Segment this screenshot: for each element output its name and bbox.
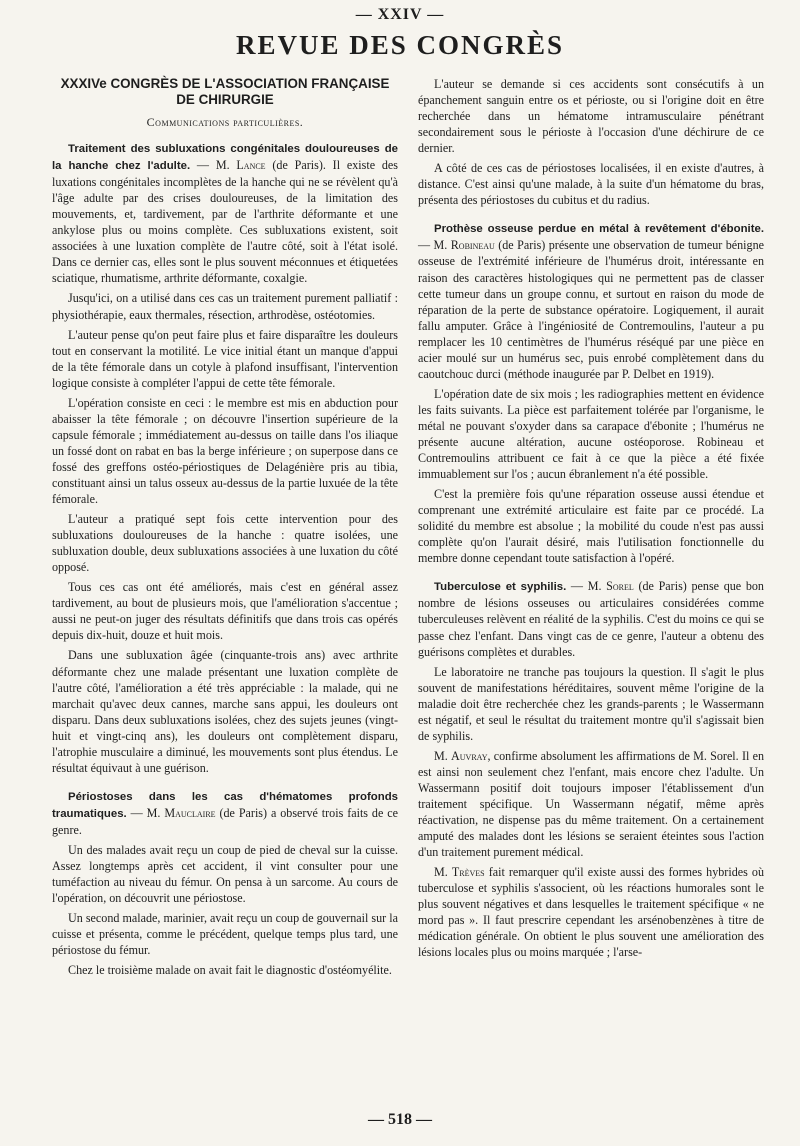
paragraph-treves: M. Trèves fait remarquer qu'il existe aussi des formes hybrides où tuberculose et syphilis s'associent, où les réactions humorales sont le plus souvent négatives et dans lesquelles le traitement spécifique « ne mord pas ». Il faut prescrire cependant les arsénobenzènes à titre de médication générale. On obtient le plus souvent une amélioration des lésions locales plus ou moins marquée ; l'arse-: [418, 865, 764, 960]
article-heading: Tuberculose et syphilis.: [434, 581, 567, 594]
paragraph: Jusqu'ici, on a utilisé dans ces cas un traitement purement palliatif : physiothérapie, eaux thermales, résection, arthrodèse, ostéotomies.: [52, 291, 398, 322]
author-name: Mauclaire: [164, 805, 216, 820]
section-title-line2: DE CHIRURGIE: [176, 92, 274, 107]
author-name: Trèves: [451, 865, 485, 880]
article-heading: Traitement des subluxations congénitales douloureuses de la hanche chez l'adulte.: [52, 143, 398, 173]
roman-folio: — XXIV —: [355, 6, 445, 23]
section-title: [52, 76, 398, 108]
article-mauclaire: Périostoses dans les cas d'hématomes profonds traumatiques. — M. Mauclaire (de Paris) a observé trois faits de ce genre.: [52, 790, 399, 837]
article-heading: Périostoses dans les cas d'hématomes profonds traumatiques.: [52, 790, 398, 820]
author-name: Auvray: [451, 748, 488, 763]
paragraph: Le laboratoire ne tranche pas toujours la question. Il s'agit le plus souvent de manifestations héréditaires, souvent même l'origine de la maladie doit être recherchée chez les grands-parents ; le Wassermann est négatif, et seul le résultat du traitement montre qu'il s'agissait bien de syphilis.: [418, 664, 764, 743]
right-column: [418, 76, 764, 978]
running-title: REVUE DES CONGRÈS: [235, 30, 565, 60]
paragraph: L'auteur pense qu'on peut faire plus et faire disparaître les douleurs tout en conservant la motilité. Le vice initial étant un manque d'appui de la tête fémorale dans un cotyle à plafond insuffisant, l'intervention logique consiste à compléter l'appui de cette tête fémorale.: [52, 327, 398, 390]
author-name: Sorel: [606, 579, 634, 594]
author-name: Robineau: [450, 238, 495, 253]
paragraph: L'auteur a pratiqué sept fois cette intervention pour des subluxations douloureuses de la hanche : quatre isolées, une subluxation double, deux subluxations associées à une luxation du côté opposé.: [52, 512, 398, 575]
section-subtitle: Communications particulières.: [146, 115, 304, 129]
paragraph: Chez le troisième malade on avait fait le diagnostic d'ostéomyélite.: [68, 963, 392, 978]
article-sorel: Tuberculose et syphilis. — M. Sorel (de Paris) pense que bon nombre de lésions osseuses ou articulaires considérées comme tuberculeuses relèvent en réalité de la syphilis. C'est du moins ce qui se passe chez l'enfant. Dans vingt cas de ce genre, l'auteur a obtenu des guérisons complètes et durables.: [418, 579, 764, 659]
paragraph: Tous ces cas ont été améliorés, mais c'est en général assez tardivement, au bout de plusieurs mois, que l'amélioration s'accentue ; aussi ne peut-on juger des résultats définitifs que dans trois cas opérés depuis dix-huit, douze et huit mois.: [52, 580, 398, 643]
paragraph: Dans une subluxation âgée (cinquante-trois ans) avec arthrite déformante chez une malade présentant une luxation complète de l'autre côté, l'amélioration a été très appréciable : la malade, qui ne marchait qu'avec deux cannes, marche sans appui, les douleurs ont disparu. Dans deux subluxations isolées, chez des sujets jeunes (vingt-huit et vingt-cinq ans), les douleurs ont complètement disparu, l'atrophie musculaire a diminué, les mouvements sont plus étendus. Le résultat équivaut à une guérison.: [52, 648, 398, 775]
paragraph: L'opération consiste en ceci : le membre est mis en abduction pour abaisser la tête fémorale ; on découvre l'insertion supérieure de la capsule fémorale ; immédiatement au-dessus on taille dans l'os iliaque un fossé dont on rabat en bas la berge inférieure ; on superpose dans ce fossé des greffons ostéo-périostiques de Delagénière pris au tibia, constituant ainsi un talus osseux au-dessus de la partie luxuée de la tête fémorale.: [52, 395, 398, 507]
paragraph: L'auteur se demande si ces accidents sont consécutifs à un épanchement sanguin entre os et périoste, ou si l'origine doit en être recherchée dans un hématome intramusculaire pénétrant secondairement sous le périoste à l'occasion d'une déchirure de ce dernier.: [418, 77, 764, 156]
paragraph-auvray: M. Auvray, confirme absolument les affirmations de M. Sorel. Il en est ainsi non seulement chez l'enfant, mais encore chez l'adulte. Un Wassermann positif doit toujours imposer l'établissement d'un traitement spécifique. Un Wassermann négatif, même après réactivation, ne dispense pas du même traitement. On a certainement amputé des malades dont les lésions se seraient éteintes sous l'action d'un traitement purement médical.: [418, 748, 764, 860]
two-column-body: [52, 76, 764, 978]
section-title-line1: XXXIVe CONGRÈS DE L'ASSOCIATION FRANÇAISE: [60, 76, 390, 91]
paragraph: Un des malades avait reçu un coup de pied de cheval sur la cuisse. Assez longtemps après cet accident, il vint consulter pour une tuméfaction au niveau du fémur. On pensa à un sarcome. Au cours de l'opération, on découvrit une périostose.: [52, 842, 398, 906]
article-heading: Prothèse osseuse perdue en métal à revêtement d'ébonite.: [434, 223, 764, 236]
paragraph: C'est la première fois qu'une réparation osseuse aussi étendue et comprenant une extrémité articulaire est faite par ce procédé. La solidité du membre est absolue ; la mobilité du coude n'est pas aussi complète qu'on l'aurait désiré, mais l'utilisation fonctionnelle du membre donne cependant toute satisfaction à l'opéré.: [418, 487, 764, 566]
page-number: — 518 —: [368, 1111, 432, 1128]
article-robineau: Prothèse osseuse perdue en métal à revêtement d'ébonite. — M. Robineau (de Paris) présente une observation de tumeur bénigne osseuse de l'extrémité inférieure de l'humérus droit, intéressante en raison des caractères histologiques qui ne permettent pas de classer cette tumeur dans un groupe connu, et surtout en raison du mode de réparation de la perte de substance opératoire. Logiquement, il aurait fallu amputer. Grâce à l'ingéniosité de Contremoulins, l'auteur a pu remplacer les 10 centimètres de l'humérus réséqué par une pièce en acier moulé sur un humérus sec, puis enrobé complètement dans du caoutchouc durci (méthode inaugurée par P. Delbet en 1919).: [418, 223, 764, 381]
paragraph: Un second malade, marinier, avait reçu un coup de gouvernail sur la cuisse et présenta, comme le précédent, quelque temps plus tard, une périostose du fémur.: [52, 911, 398, 958]
left-column: [52, 76, 398, 978]
author-name: Lance: [236, 158, 266, 173]
paragraph: A côté de ces cas de périostoses localisées, il en existe d'autres, à distance. C'est ainsi qu'une malade, à la suite d'un hématome du bras, présenta des périostoses du cubitus et du radius.: [418, 161, 764, 208]
article-lance: Traitement des subluxations congénitales douloureuses de la hanche chez l'adulte. — M. Lance (de Paris). Il existe des luxations congénitales incomplètes de la hanche qui ne se révèlent qu'à l'âge adulte par des crises douloureuses, de la limitation des mouvements, et, tardivement, par de l'arthrite déformante et une ankylose plus ou moins complète. Ces subluxations existent, soit associées à une luxation complète de l'autre côté, soit à l'état isolé. Dans ce dernier cas, elles sont le plus souvent méconnues et étiquetées sciatique, rhumatisme, arthrite déformante, coxalgie.: [52, 143, 398, 286]
paragraph: L'opération date de six mois ; les radiographies mettent en évidence les faits suivants. La pièce est parfaitement tolérée par l'organisme, le métal ne pouvant s'oxyder dans sa carapace d'ébonite ; l'humérus ne présente aucune altération, aucune ostéoporose. Robineau et Contremoulins attribuent ce fait à ce que la pièce a été fixée immuablement sur l'os ; aucun ébranlement n'a été possible.: [418, 386, 764, 482]
